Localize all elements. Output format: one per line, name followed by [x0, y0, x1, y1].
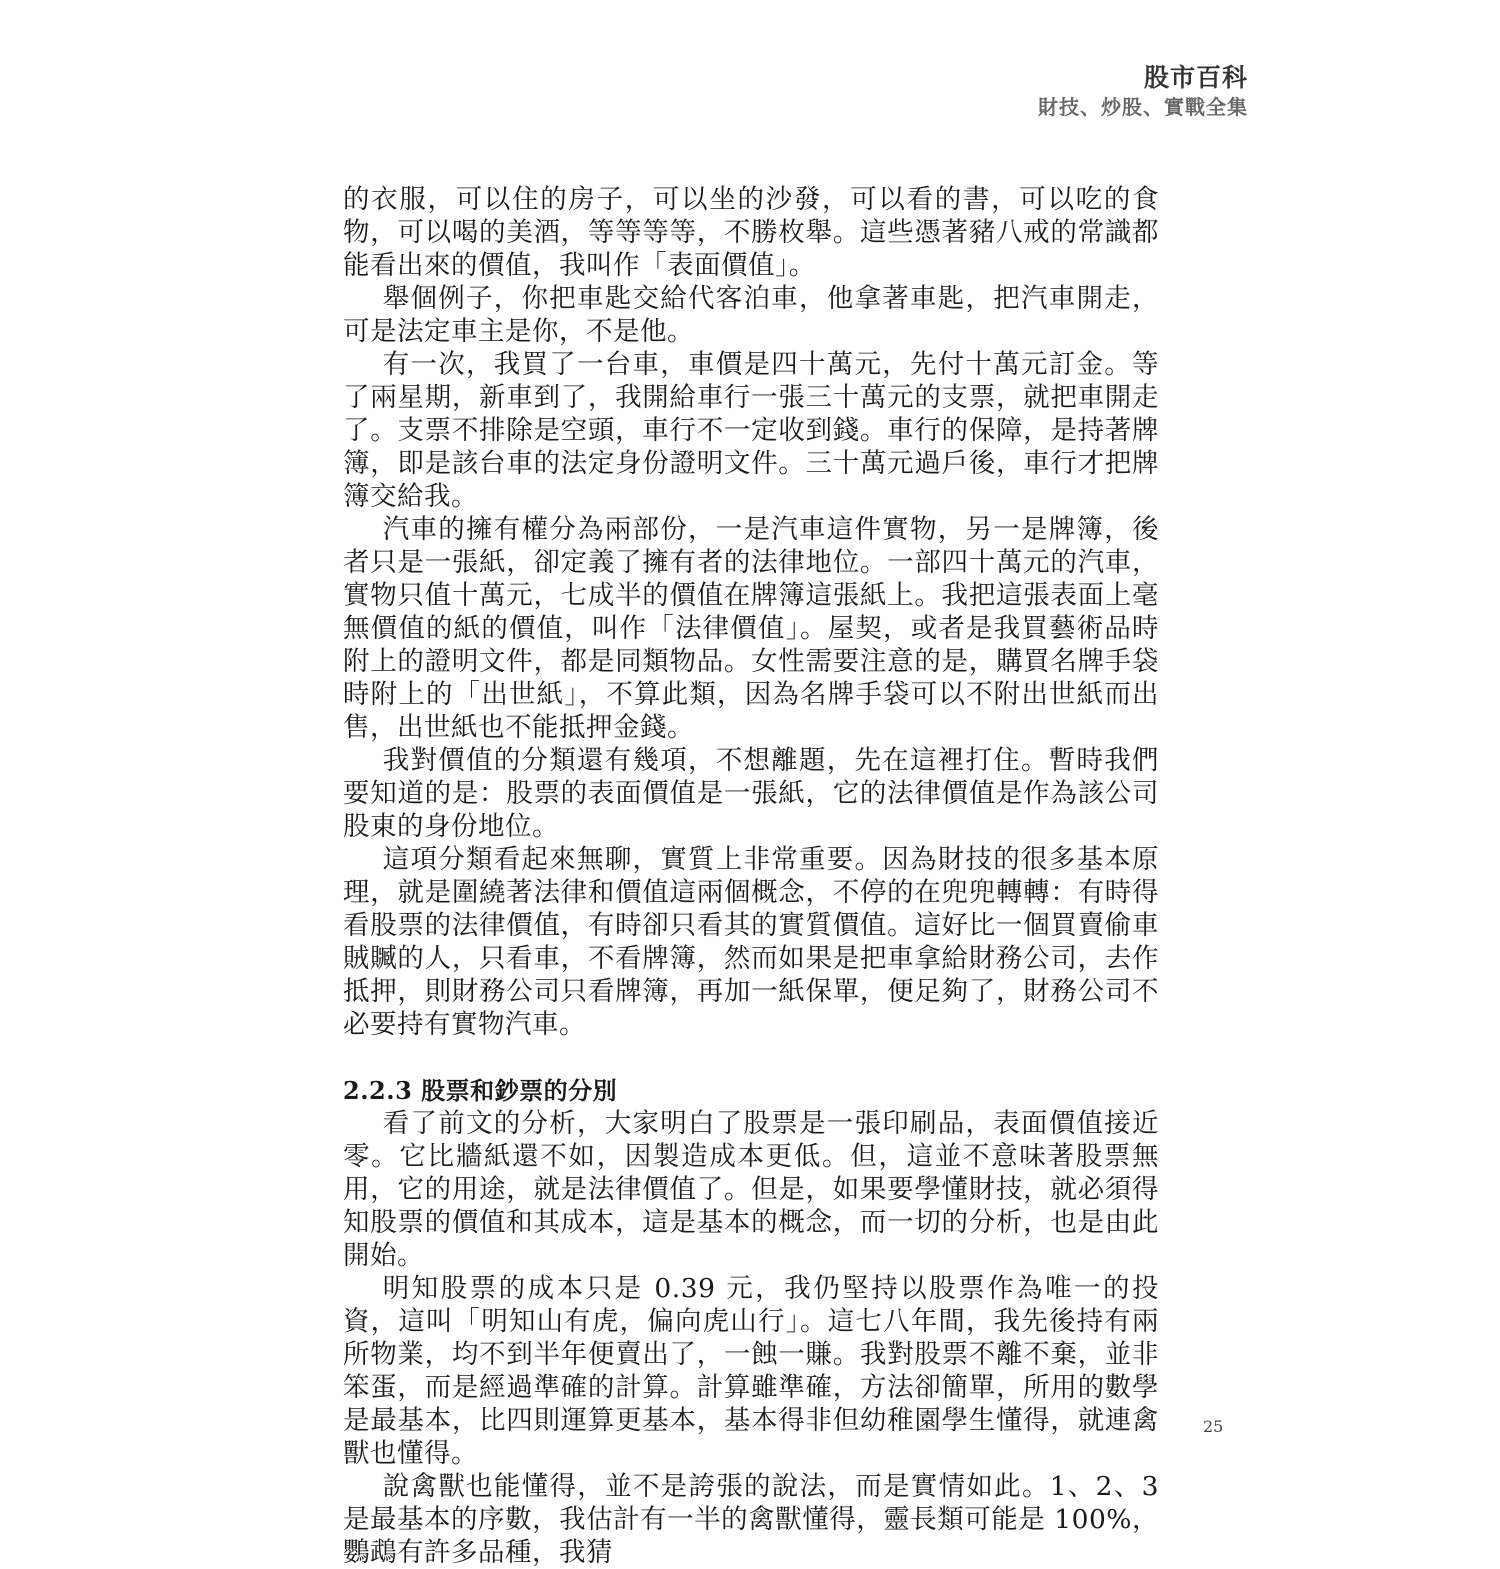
page-number: 25 [1203, 1417, 1224, 1436]
section-paragraph-2: 明知股票的成本只是 0.39 元，我仍堅持以股票作為唯一的投資，這叫「明知山有虎，偏向虎山行」。這七八年間，我先後持有兩所物業，均不到半年便賣出了，一蝕一賺。我對股票不離不棄，並非笨蛋，而是經過準確的計算。計算雖準確，方法卻簡單，所用的數學是最基本，比四則運算更基本，基本得非但幼稚園學生懂得，就連禽獸也懂得。 [343, 1273, 1159, 1469]
paragraph-4: 汽車的擁有權分為兩部份，一是汽車這件實物，另一是牌簿，後者只是一張紙，卻定義了擁有者的法律地位。一部四十萬元的汽車，實物只值十萬元，七成半的價值在牌簿這張紙上。我把這張表面上毫無價值的紙的價值，叫作「法律價值」。屋契，或者是我買藝術品時附上的證明文件，都是同類物品。女性需要注意的是，購買名牌手袋時附上的「出世紙」，不算此類，因為名牌手袋可以不附出世紙而出售，出世紙也不能抵押金錢。 [343, 514, 1159, 743]
paragraph-2: 舉個例子，你把車匙交給代客泊車，他拿著車匙，把汽車開走，可是法定車主是你，不是他。 [343, 283, 1159, 347]
running-header [1038, 62, 1248, 120]
body-text [343, 183, 1159, 1569]
section-paragraph-1: 看了前文的分析，大家明白了股票是一張印刷品，表面價值接近零。它比牆紙還不如，因製造成本更低。但，這並不意味著股票無用，它的用途，就是法律價值了。但是，如果要學懂財技，就必須得知股票的價值和其成本，這是基本的概念，而一切的分析，也是由此開始。 [343, 1108, 1159, 1271]
section-heading: 2.2.3 股票和鈔票的分別 [343, 1076, 618, 1105]
book-subtitle: 財技、炒股、實戰全集 [1038, 95, 1248, 119]
paragraph-6: 這項分類看起來無聊，實質上非常重要。因為財技的很多基本原理，就是圍繞著法律和價值這兩個概念，不停的在兜兜轉轉：有時得看股票的法律價值，有時卻只看其的實質價值。這好比一個買賣偷車賊贓的人，只看車，不看牌簿，然而如果是把車拿給財務公司，去作抵押，則財務公司只看牌簿，再加一紙保單，便足夠了，財務公司不必要持有實物汽車。 [343, 844, 1159, 1040]
paragraph-3: 有一次，我買了一台車，車價是四十萬元，先付十萬元訂金。等了兩星期，新車到了，我開給車行一張三十萬元的支票，就把車開走了。支票不排除是空頭，車行不一定收到錢。車行的保障，是持著牌簿，即是該台車的法定身份證明文件。三十萬元過戶後，車行才把牌簿交給我。 [343, 349, 1159, 512]
section-paragraph-3: 說禽獸也能懂得，並不是誇張的說法，而是實情如此。1、2、3 是最基本的序數，我估計有一半的禽獸懂得，靈長類可能是 100%，鸚鵡有許多品種，我猜 [343, 1471, 1159, 1568]
paragraph-1: 的衣服，可以住的房子，可以坐的沙發，可以看的書，可以吃的食物，可以喝的美酒，等等等等，不勝枚舉。這些憑著豬八戒的常識都能看出來的價值，我叫作「表面價值」。 [343, 184, 1159, 281]
book-title: 股市百科 [1143, 63, 1248, 92]
paragraph-5: 我對價值的分類還有幾項，不想離題，先在這裡打住。暫時我們要知道的是：股票的表面價值是一張紙，它的法律價值是作為該公司股東的身份地位。 [343, 745, 1159, 842]
